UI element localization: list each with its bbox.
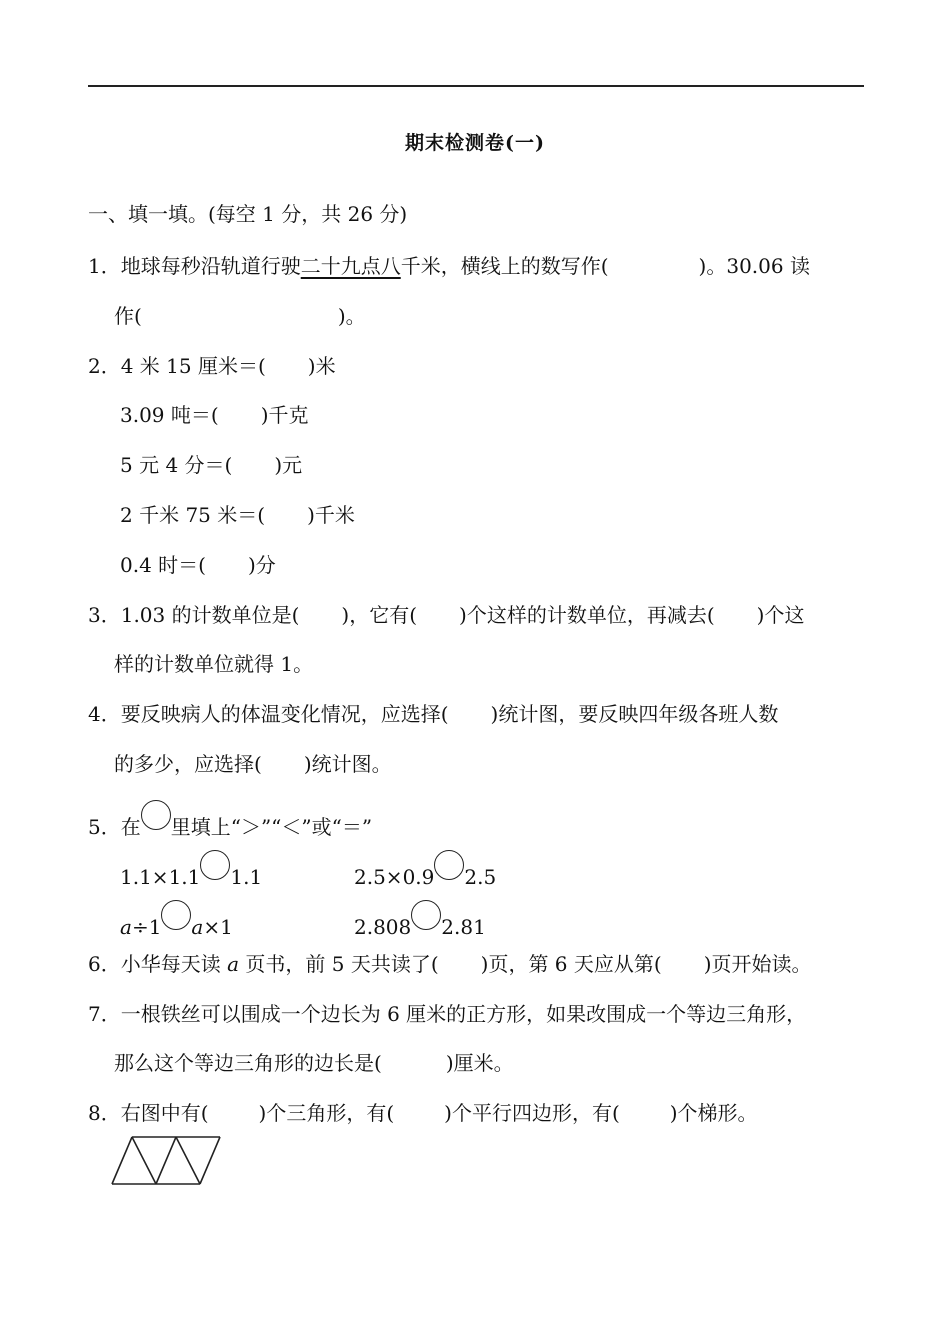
question-3-line-2: 样的计数单位就得 1。	[114, 652, 314, 676]
compare-circle[interactable]	[411, 900, 441, 930]
comparison-3: a÷1 a×1	[120, 900, 233, 941]
compare-circle[interactable]	[161, 900, 191, 930]
comparison-1: 1.1×1.1 1.1	[120, 850, 262, 891]
question-3-line-1: 3．1.03 的计数单位是( )，它有( )个这样的计数单位，再减去( )个这	[88, 603, 805, 627]
comparison-2: 2.5×0.9 2.5	[354, 850, 496, 891]
comparison-4: 2.808 2.81	[354, 900, 486, 941]
question-2-line-1: 2．4 米 15 厘米＝( )米	[88, 354, 336, 378]
question-4-line-1: 4．要反映病人的体温变化情况，应选择( )统计图，要反映四年级各班人数	[88, 702, 779, 726]
question-6: 6．小华每天读 a 页书，前 5 天共读了( )页，第 6 天应从第( )页开始读。	[88, 952, 812, 976]
underlined-number-words: 二十九点八	[300, 254, 401, 278]
question-7-line-2: 那么这个等边三角形的边长是( )厘米。	[114, 1051, 514, 1075]
question-1-line-2: 作( )。	[114, 304, 366, 328]
compare-circle[interactable]	[200, 850, 230, 880]
compare-circle[interactable]	[434, 850, 464, 880]
question-1-line-1: 1．地球每秒沿轨道行驶二十九点八千米，横线上的数写作( )。30.06 读	[88, 254, 810, 278]
question-2-line-2: 3.09 吨＝( )千克	[120, 403, 309, 427]
question-2-line-5: 0.4 时＝( )分	[120, 553, 276, 577]
section-heading: 一、填一填。(每空 1 分，共 26 分)	[88, 202, 408, 226]
question-7-line-1: 7．一根铁丝可以围成一个边长为 6 厘米的正方形，如果改围成一个等边三角形，	[88, 1002, 807, 1026]
header-rule	[88, 85, 864, 87]
question-2-line-3: 5 元 4 分＝( )元	[120, 453, 303, 477]
figure-segment	[132, 1137, 156, 1184]
question-5-line-1: 5．在 里填上“＞”“＜”或“＝”	[88, 800, 372, 841]
question-8: 8．右图中有( )个三角形，有( )个平行四边形，有( )个梯形。	[88, 1101, 758, 1125]
page-title: 期末检测卷(一)	[405, 132, 545, 154]
question-2-line-4: 2 千米 75 米＝( )千米	[120, 503, 355, 527]
figure-segment	[176, 1137, 200, 1184]
figure-segment	[200, 1137, 220, 1184]
question-4-line-2: 的多少，应选择( )统计图。	[114, 752, 392, 776]
figure-segment	[112, 1137, 132, 1184]
figure-segment	[156, 1137, 176, 1184]
trapezoid-triangles-figure	[108, 1132, 228, 1192]
circle-icon	[141, 800, 171, 830]
